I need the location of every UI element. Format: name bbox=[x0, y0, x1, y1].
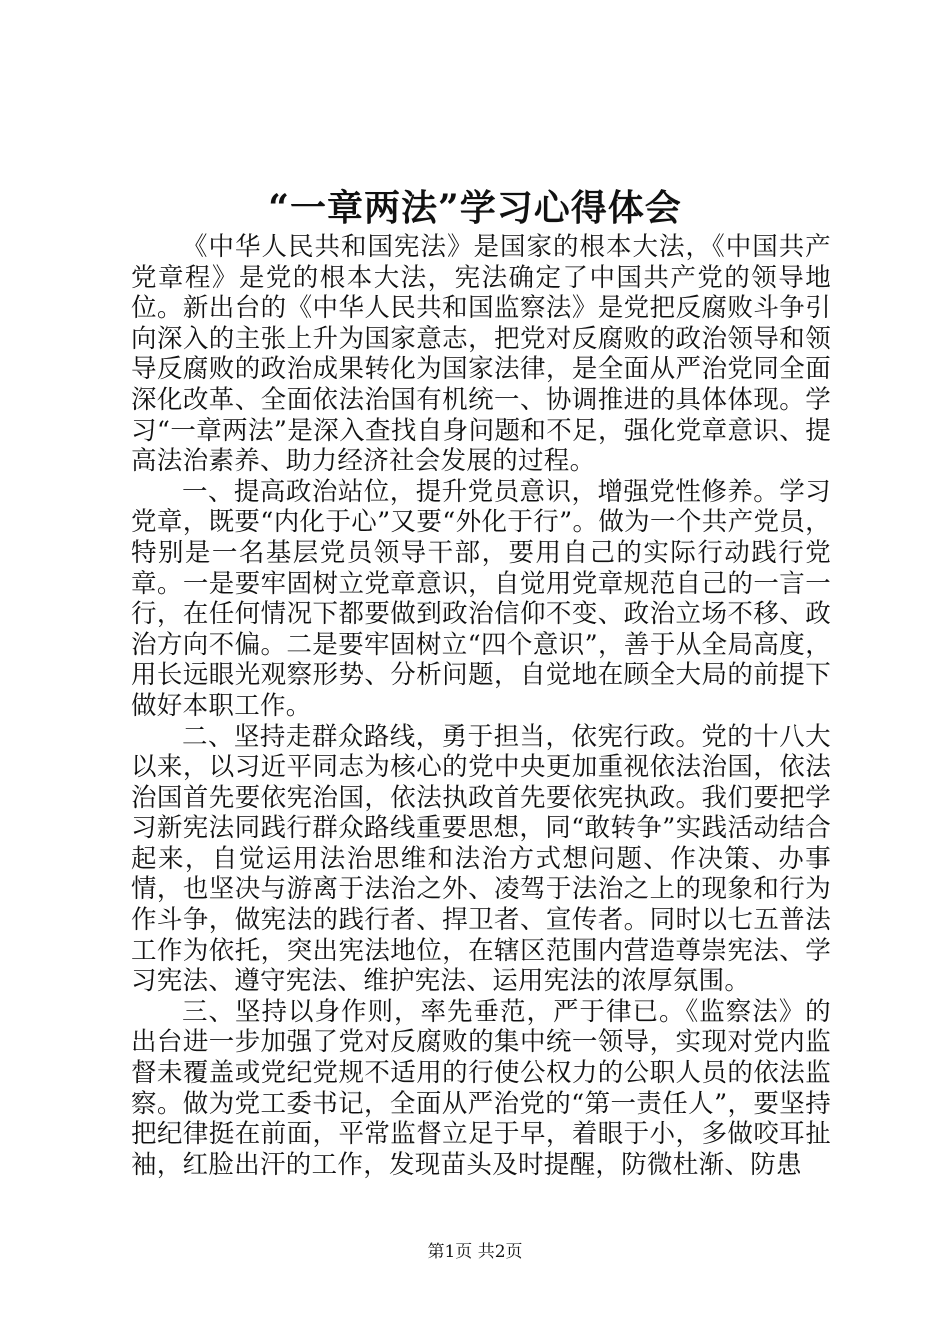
paragraph-section-3: 三、坚持以身作则，率先垂范，严于律已。《监察法》的出台进一步加强了党对反腐败的集中统一领导，实现对党内监督未覆盖或党纪党规不适用的行使公权力的公职人员的依法监察。做为党工委书记，全面从严治党的“第一责任人”，要坚持把纪律挺在前面，平常监督立足于早，着眼于小，多做咬耳扯袖，红脸出汗的工作，发现苗头及时提醒，防微杜渐、防患 bbox=[131, 996, 831, 1180]
paragraph-intro: 《中华人民共和国宪法》是国家的根本大法，《中国共产党章程》是党的根本大法，宪法确定了中国共产党的领导地位。新出台的《中华人民共和国监察法》是党把反腐败斗争引向深入的主张上升为国家意志，把党对反腐败的政治领导和领导反腐败的政治成果转化为国家法律，是全面从严治党同全面深化改革、全面依法治国有机统一、协调推进的具体体现。学习“一章两法”是深入查找自身问题和不足，强化党章意识、提高法治素养、助力经济社会发展的过程。 bbox=[131, 232, 831, 477]
paragraph-section-2: 二、坚持走群众路线，勇于担当，依宪行政。党的十八大以来，以习近平同志为核心的党中央更加重视依法治国，依法治国首先要依宪治国，依法执政首先要依宪执政。我们要把学习新宪法同践行群众路线重要思想，同“敢转争”实践活动结合起来，自觉运用法治思维和法治方式想问题、作决策、办事情，也坚决与游离于法治之外、凌驾于法治之上的现象和行为作斗争，做宪法的践行者、捍卫者、宣传者。同时以七五普法工作为依托，突出宪法地位，在辖区范围内营造尊崇宪法、学习宪法、遵守宪法、维护宪法、运用宪法的浓厚氛围。 bbox=[131, 721, 831, 997]
page-number-footer: 第1页 共2页 bbox=[427, 1242, 523, 1262]
paragraph-section-1: 一、提高政治站位，提升党员意识，增强党性修养。学习党章，既要“内化于心”又要“外化于行”。做为一个共产党员，特别是一名基层党员领导干部，要用自己的实际行动践行党章。一是要牢固树立党章意识，自觉用党章规范自己的一言一行，在任何情况下都要做到政治信仰不变、政治立场不移、政治方向不偏。二是要牢固树立“四个意识”，善于从全局高度，用长远眼光观察形势、分析问题，自觉地在顾全大局的前提下做好本职工作。 bbox=[131, 476, 831, 721]
document-body bbox=[131, 232, 831, 1180]
document-title: “一章两法”学习心得体会 bbox=[268, 187, 682, 229]
